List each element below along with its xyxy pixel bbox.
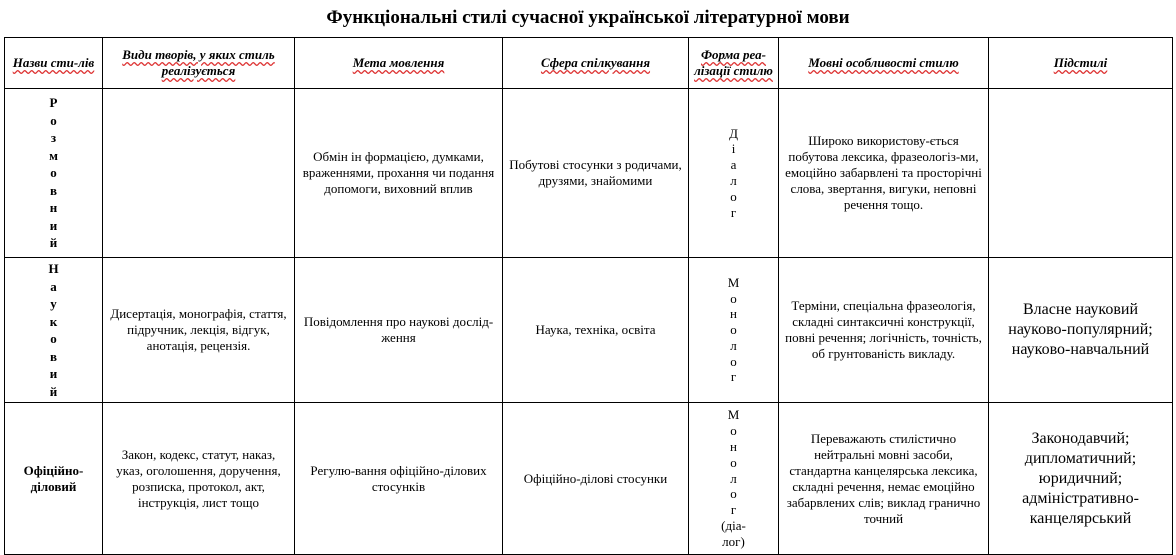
purpose-cell: Обмін ін формацією, думками, враженнями, прохання чи подання допомоги, виховний вплив bbox=[295, 89, 503, 258]
features-cell: Терміни, спеціальна фразеологія, складні синтаксичні конструкції, повні речення; логічність, точність, об грунтованість викладу. bbox=[779, 258, 989, 403]
substyles-cell: Законодавчий; дипломатичний; юридичний; адміністративно-канцелярський bbox=[989, 403, 1173, 555]
form-cell: М о н о л о г bbox=[689, 258, 779, 403]
purpose-cell: Регулю-вання офіційно-ділових стосунків bbox=[295, 403, 503, 555]
works-cell: Закон, кодекс, статут, наказ, указ, оголошення, доручення, розписка, протокол, акт, інструкція, лист тощо bbox=[103, 403, 295, 555]
header-form: Форма реа-лізації стилю bbox=[689, 38, 779, 89]
header-purpose: Мета мовлення bbox=[295, 38, 503, 89]
style-name-cell: Офіційно-діловий bbox=[5, 403, 103, 555]
style-name-cell: Н а у к о в и й bbox=[5, 258, 103, 403]
style-name-cell: Р о з м о в н и й bbox=[5, 89, 103, 258]
purpose-cell: Повідомлення про наукові дослід-ження bbox=[295, 258, 503, 403]
sphere-cell: Наука, техніка, освіта bbox=[503, 258, 689, 403]
sphere-cell: Побутові стосунки з родичами, друзями, знайомими bbox=[503, 89, 689, 258]
features-cell: Переважають стилістично нейтральні мовні засоби, стандартна канцелярська лексика, складні речення, немає емоційно забарвлених слів; виклад гранично точний bbox=[779, 403, 989, 555]
sphere-cell: Офіційно-ділові стосунки bbox=[503, 403, 689, 555]
header-features: Мовні особливості стилю bbox=[779, 38, 989, 89]
form-cell: Д і а л о г bbox=[689, 89, 779, 258]
substyles-cell: Власне науковий науково-популярний; науково-навчальний bbox=[989, 258, 1173, 403]
document-title: Функціональні стилі сучасної української літературної мови bbox=[326, 7, 850, 28]
header-works: Види творів, у яких стиль реалізується bbox=[103, 38, 295, 89]
table-row bbox=[5, 403, 1173, 555]
works-cell bbox=[103, 89, 295, 258]
table-row bbox=[5, 89, 1173, 258]
styles-table bbox=[4, 37, 1173, 555]
table-row bbox=[5, 258, 1173, 403]
works-cell: Дисертація, монографія, стаття, підручник, лекція, відгук, анотація, рецензія. bbox=[103, 258, 295, 403]
form-cell: М о н о л о г (діа- лог) bbox=[689, 403, 779, 555]
substyles-cell bbox=[989, 89, 1173, 258]
header-row bbox=[5, 38, 1173, 89]
features-cell: Широко використову-ється побутова лексика, фразеологіз-ми, емоційно забарвлені та просторічні слова, звертання, вигуки, неповні речення тощо. bbox=[779, 89, 989, 258]
header-substyles: Підстилі bbox=[989, 38, 1173, 89]
header-style-name: Назви сти-лів bbox=[5, 38, 103, 89]
header-sphere: Сфера спілкування bbox=[503, 38, 689, 89]
